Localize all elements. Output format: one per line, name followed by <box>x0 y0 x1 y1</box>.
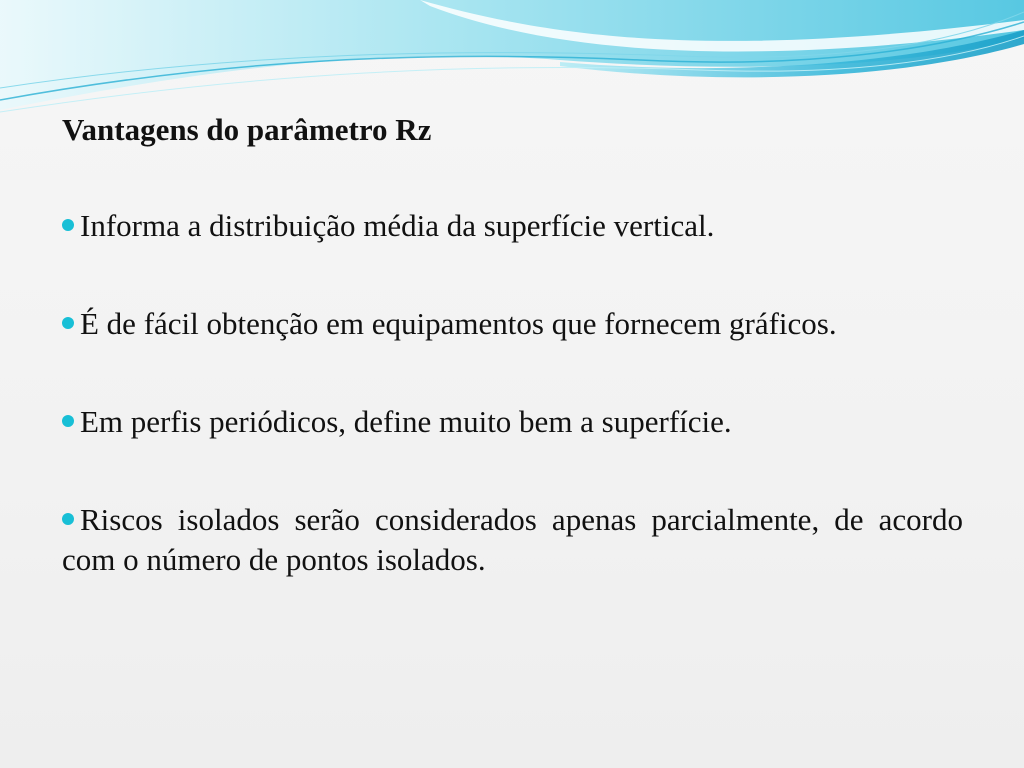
bullet-item <box>62 500 963 580</box>
bullet-text: Em perfis periódicos, define muito bem a superfície. <box>80 404 732 439</box>
bullet-item <box>62 206 963 246</box>
bullet-dot-icon <box>62 513 74 525</box>
bullet-dot-icon <box>62 219 74 231</box>
bullet-item <box>62 402 963 442</box>
bullet-text: É de fácil obtenção em equipamentos que fornecem gráficos. <box>80 306 837 341</box>
bullet-text: Riscos isolados serão considerados apenas parcialmente, de acordo com o número de pontos isolados. <box>62 502 963 577</box>
bullet-item <box>62 304 963 344</box>
bullet-dot-icon <box>62 415 74 427</box>
bullet-dot-icon <box>62 317 74 329</box>
bullet-text: Informa a distribuição média da superfície vertical. <box>80 208 715 243</box>
slide-title: Vantagens do parâmetro Rz <box>62 112 432 147</box>
bullet-list <box>62 206 963 580</box>
